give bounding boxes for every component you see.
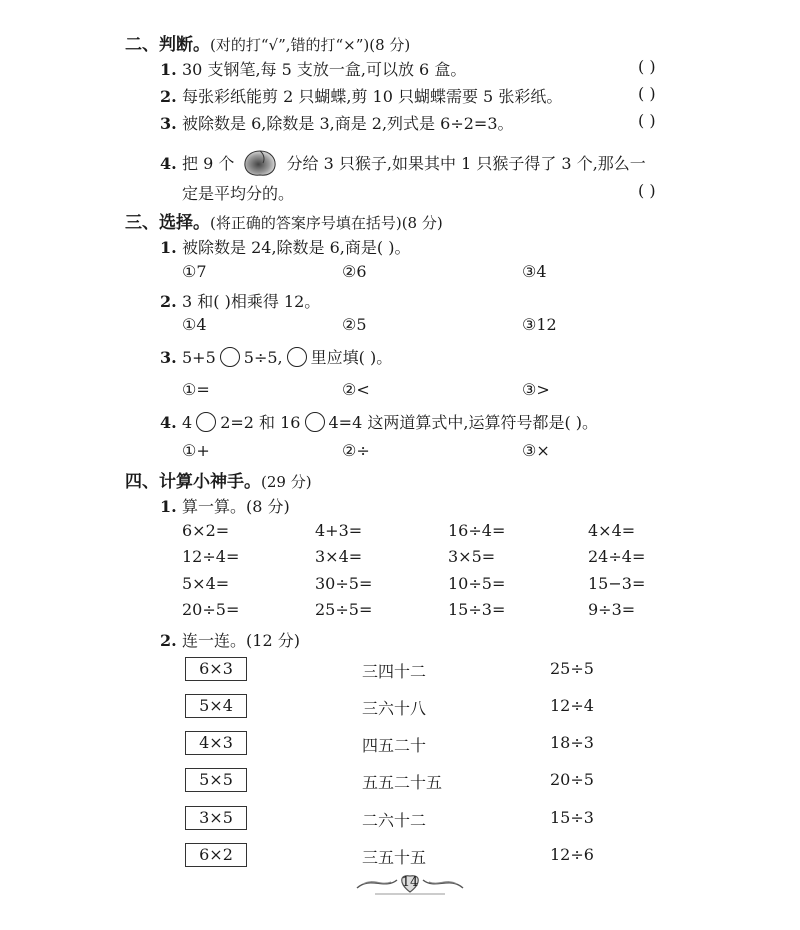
item-text: 2=2 和 16 — [220, 413, 301, 432]
item-text-continued: 定是平均分的。 — [182, 184, 295, 203]
calc-cell: 3×4= — [315, 547, 363, 566]
blank-circle-icon[interactable] — [305, 412, 325, 432]
calc-cell: 4+3= — [315, 521, 363, 540]
section-4-heading — [125, 467, 312, 492]
option-1[interactable]: ①= — [182, 380, 210, 399]
section-3-heading — [125, 208, 443, 233]
calc-cell: 30÷5= — [315, 574, 373, 593]
match-mid-rhyme[interactable]: 三六十八 — [362, 699, 427, 718]
item-text: 分给 3 只猴子,如果其中 1 只猴子得了 3 个,那么一 — [286, 154, 646, 173]
option-2[interactable]: ②< — [342, 380, 370, 399]
option-1[interactable]: ①4 — [182, 315, 207, 334]
subsection-note: (8 分) — [246, 497, 290, 516]
section-3-title: 三、选择。 — [125, 213, 210, 233]
subsection-1-heading — [160, 494, 290, 517]
calc-cell: 12÷4= — [182, 547, 240, 566]
section-2-heading — [125, 30, 410, 55]
item-text: 里应填( )。 — [310, 348, 393, 367]
item-text: 被除数是 24,除数是 6,商是( )。 — [182, 238, 411, 257]
option-2[interactable]: ②÷ — [342, 441, 370, 460]
calc-cell: 24÷4= — [588, 547, 646, 566]
answer-paren[interactable]: ( ) — [638, 57, 656, 76]
section-3-note: (将正确的答案序号填在括号)(8 分) — [210, 214, 443, 232]
item-number: 1. — [160, 60, 177, 79]
choice-item-1 — [160, 235, 410, 258]
judge-item-1 — [160, 57, 466, 80]
calc-cell: 6×2= — [182, 521, 230, 540]
calc-cell: 16÷4= — [448, 521, 506, 540]
answer-paren[interactable]: ( ) — [638, 84, 656, 103]
match-left-box[interactable]: 4×3 — [185, 731, 247, 755]
calc-cell: 9÷3= — [588, 600, 636, 619]
item-text: 4=4 这两道算式中,运算符号都是( )。 — [328, 413, 599, 432]
peach-icon — [241, 147, 279, 177]
item-text: 5÷5, — [243, 348, 283, 367]
judge-item-3 — [160, 111, 514, 134]
item-number: 3. — [160, 114, 177, 133]
answer-paren[interactable]: ( ) — [638, 181, 656, 200]
calc-cell: 3×5= — [448, 547, 496, 566]
option-1[interactable]: ①+ — [182, 441, 210, 460]
item-number: 2. — [160, 631, 177, 650]
item-text: 30 支钢笔,每 5 支放一盒,可以放 6 盒。 — [182, 60, 467, 79]
judge-item-4 — [160, 147, 646, 177]
option-3[interactable]: ③12 — [522, 315, 557, 334]
option-3[interactable]: ③4 — [522, 262, 547, 281]
subsection-2-heading — [160, 628, 300, 651]
item-number: 1. — [160, 238, 177, 257]
calc-cell: 10÷5= — [448, 574, 506, 593]
page-number: 14 — [401, 875, 419, 890]
match-right-expr[interactable]: 15÷3 — [550, 808, 594, 827]
subsection-title: 算一算。 — [182, 497, 247, 516]
option-2[interactable]: ②5 — [342, 315, 367, 334]
answer-paren[interactable]: ( ) — [638, 111, 656, 130]
match-mid-rhyme[interactable]: 三五十五 — [362, 848, 427, 867]
item-text: 被除数是 6,除数是 3,商是 2,列式是 6÷2=3。 — [182, 114, 514, 133]
option-1[interactable]: ①7 — [182, 262, 207, 281]
section-4-note: (29 分) — [261, 473, 312, 491]
match-left-box[interactable]: 6×3 — [185, 657, 247, 681]
item-number: 3. — [160, 348, 177, 367]
match-right-expr[interactable]: 12÷4 — [550, 696, 594, 715]
item-number: 4. — [160, 413, 177, 432]
item-text: 每张彩纸能剪 2 只蝴蝶,剪 10 只蝴蝶需要 5 张彩纸。 — [182, 87, 563, 106]
section-2-note: (对的打“√”,错的打“×”)(8 分) — [210, 36, 411, 54]
choice-item-4 — [160, 410, 598, 433]
option-2[interactable]: ②6 — [342, 262, 367, 281]
section-4-title: 四、计算小神手。 — [125, 472, 261, 492]
calc-cell: 4×4= — [588, 521, 636, 540]
calc-cell: 20÷5= — [182, 600, 240, 619]
match-left-box[interactable]: 5×5 — [185, 768, 247, 792]
item-number: 2. — [160, 87, 177, 106]
match-mid-rhyme[interactable]: 五五二十五 — [362, 773, 443, 792]
item-text: 5+5 — [182, 348, 216, 367]
option-3[interactable]: ③> — [522, 380, 550, 399]
match-mid-rhyme[interactable]: 四五二十 — [362, 736, 427, 755]
item-number: 1. — [160, 497, 177, 516]
page-footer — [355, 868, 465, 898]
item-text: 把 9 个 — [182, 154, 235, 173]
match-right-expr[interactable]: 18÷3 — [550, 733, 594, 752]
subsection-title: 连一连。 — [182, 631, 247, 650]
match-right-expr[interactable]: 20÷5 — [550, 770, 594, 789]
match-right-expr[interactable]: 25÷5 — [550, 659, 594, 678]
item-number: 4. — [160, 154, 177, 173]
item-number: 2. — [160, 292, 177, 311]
match-left-box[interactable]: 5×4 — [185, 694, 247, 718]
blank-circle-icon[interactable] — [220, 347, 240, 367]
subsection-note: (12 分) — [246, 631, 300, 650]
item-text: 3 和( )相乘得 12。 — [182, 292, 321, 311]
calc-cell: 15÷3= — [448, 600, 506, 619]
choice-item-3 — [160, 345, 392, 368]
section-2-title: 二、判断。 — [125, 35, 210, 55]
match-mid-rhyme[interactable]: 二六十二 — [362, 811, 427, 830]
match-left-box[interactable]: 3×5 — [185, 806, 247, 830]
calc-cell: 15−3= — [588, 574, 646, 593]
calc-cell: 25÷5= — [315, 600, 373, 619]
calc-cell: 5×4= — [182, 574, 230, 593]
option-3[interactable]: ③× — [522, 441, 550, 460]
match-left-box[interactable]: 6×2 — [185, 843, 247, 867]
match-right-expr[interactable]: 12÷6 — [550, 845, 594, 864]
judge-item-2 — [160, 84, 562, 107]
choice-item-2 — [160, 289, 320, 312]
blank-circle-icon[interactable] — [196, 412, 216, 432]
item-text: 4 — [182, 413, 193, 432]
blank-circle-icon — [287, 347, 307, 367]
match-mid-rhyme[interactable]: 三四十二 — [362, 662, 427, 681]
